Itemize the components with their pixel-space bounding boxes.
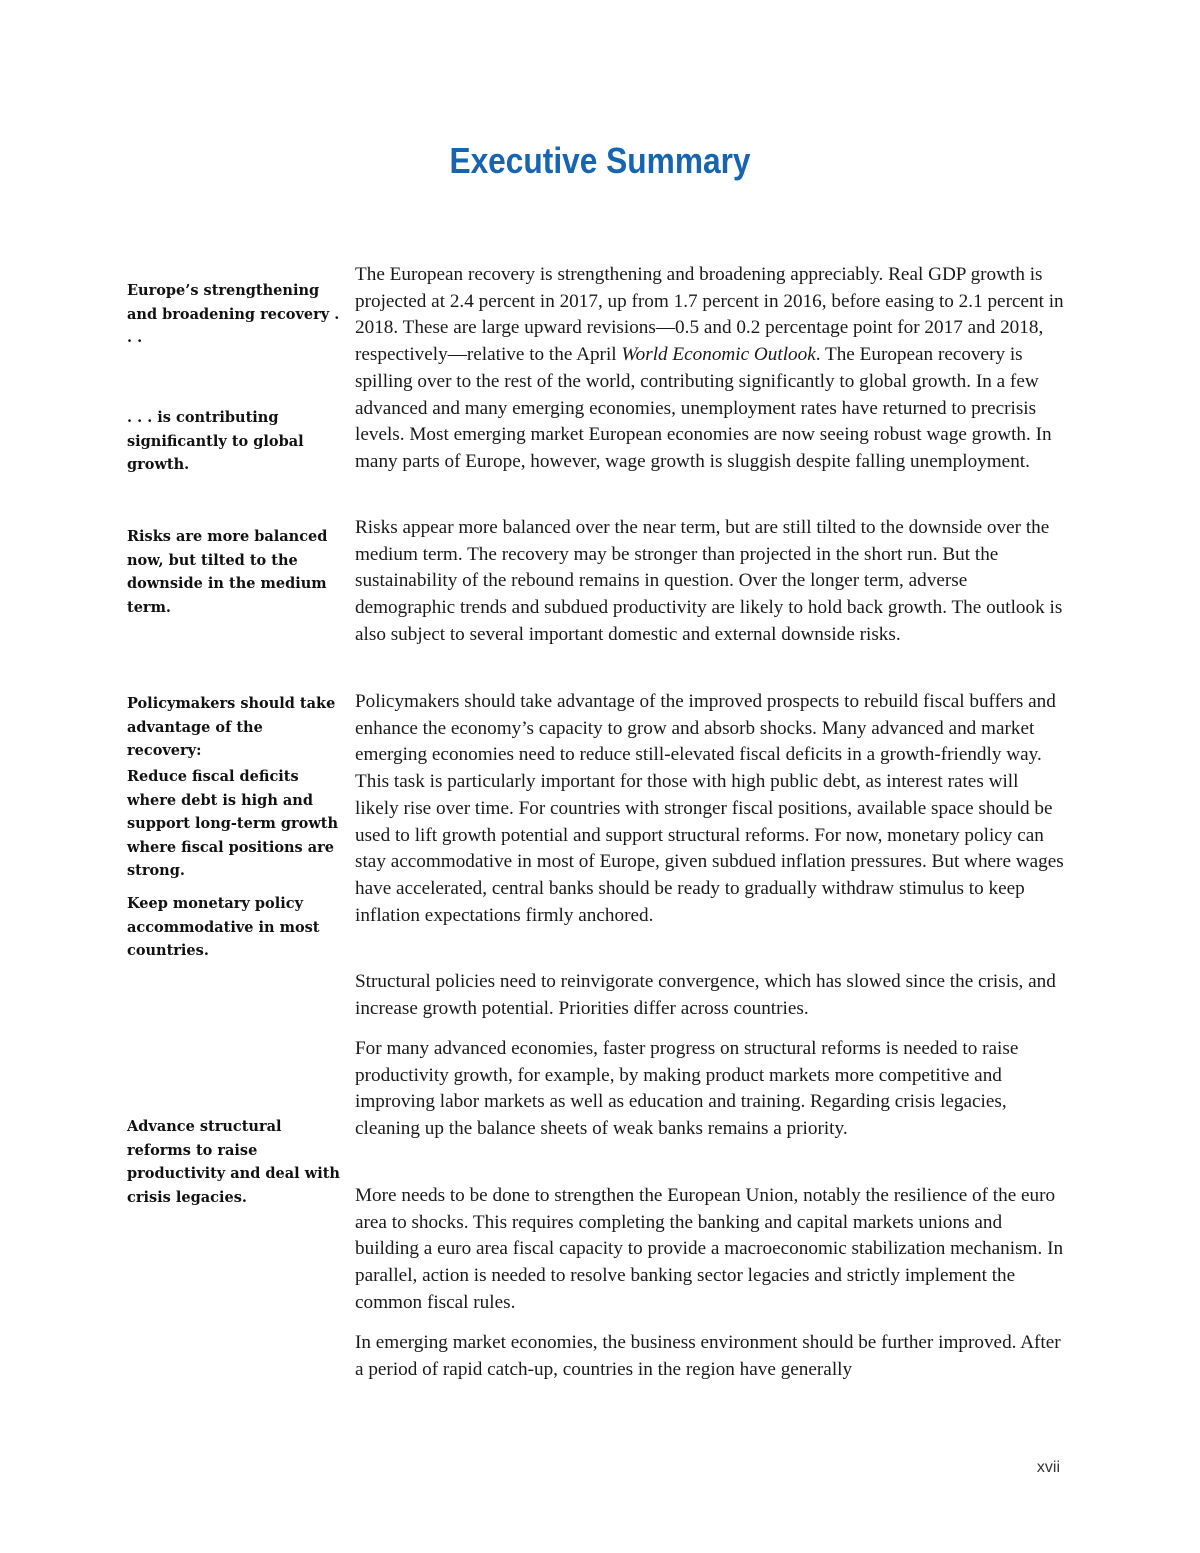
sidebar-note-risks: Risks are more balanced now, but tilted to the downside in the medium term. — [127, 528, 328, 616]
sidebar-note-global-growth: . . . is contributing significantly to global growth. — [127, 409, 304, 473]
sidebar-note-fiscal: Reduce fiscal deficits where debt is high and support long-term growth where fiscal positions are strong. — [127, 768, 339, 879]
page-number: xvii — [1036, 1459, 1060, 1476]
paragraph-policy: Policymakers should take advantage of the improved prospects to rebuild fiscal buffers and enhance the economy’s capacity to grow and absorb shocks. Many advanced and market emerging economies need to reduce still-elevated fiscal deficits in a growth-friendly way. This task is particularly important for those with high public debt, as interest rates will likely rise over time. For countries with stronger fiscal positions, available space should be used to lift growth potential and support structural reforms. For now, monetary policy can stay accommodative in most of Europe, given subdued inflation pressures. But where wages have accelerated, central banks should be ready to gradually withdraw stimulus to keep inflation expectations firmly anchored. — [355, 691, 1064, 926]
paragraph-european-union: More needs to be done to strengthen the European Union, notably the resilience of the euro area to shocks. This requires completing the banking and capital markets unions and building a euro area fiscal capacity to provide a macroeconomic stabilization mechanism. In parallel, action is needed to resolve banking sector legacies and strictly implement the common fiscal rules. — [355, 1185, 1064, 1313]
sidebar-note-recovery: Europe’s strengthening and broadening recovery . . . — [127, 282, 340, 346]
page-title: Executive Summary — [449, 140, 751, 181]
paragraph-risks: Risks appear more balanced over the near term, but are still tilted to the downside over the medium term. The recovery may be stronger than projected in the short run. But the sustainability of the rebound remains in question. Over the longer term, adverse demographic trends and subdued productivity are likely to hold back growth. The outlook is also subject to several important domestic and external downside risks. — [355, 517, 1063, 645]
sidebar-note-structural: Advance structural reforms to raise productivity and deal with crisis legacies. — [127, 1118, 340, 1206]
sidebar-note-monetary: Keep monetary policy accommodative in most countries. — [127, 895, 320, 959]
paragraph-emerging-markets: In emerging market economies, the business environment should be further improved. After a period of rapid catch-up, countries in the region have generally — [355, 1332, 1061, 1380]
paragraph-recovery-part1: The European recovery is strengthening and broadening appreciably. Real GDP growth is projected at 2.4 percent in 2017, up from 1.7 percent in 2016, before easing to 2.1 percent in 2018. These are large upward revisions—0.5 and 0.2 percentage point for 2017 and 2018, respectively—relative to the April — [355, 264, 1064, 366]
paragraph-recovery — [355, 262, 1065, 476]
sidebar-note-policymakers: Policymakers should take advantage of the recovery: — [127, 695, 336, 759]
paragraph-recovery-part2: . The European recovery is spilling over to the rest of the world, contributing significantly to global growth. In a few advanced and many emerging economies, unemployment rates have returned to precrisis levels. Most emerging market European economies are now seeing robust wage growth. In many parts of Europe, however, wage growth is sluggish despite falling unemployment. — [355, 344, 1052, 472]
paragraph-advanced-economies: For many advanced economies, faster progress on structural reforms is needed to raise productivity growth, for example, by making product markets more competitive and improving labor markets as well as education and training. Regarding crisis legacies, cleaning up the balance sheets of weak banks remains a priority. — [355, 1038, 1019, 1140]
publication-title: World Economic Outlook — [621, 344, 816, 366]
paragraph-structural: Structural policies need to reinvigorate convergence, which has slowed since the crisis, and increase growth potential. Priorities differ across countries. — [355, 971, 1056, 1019]
